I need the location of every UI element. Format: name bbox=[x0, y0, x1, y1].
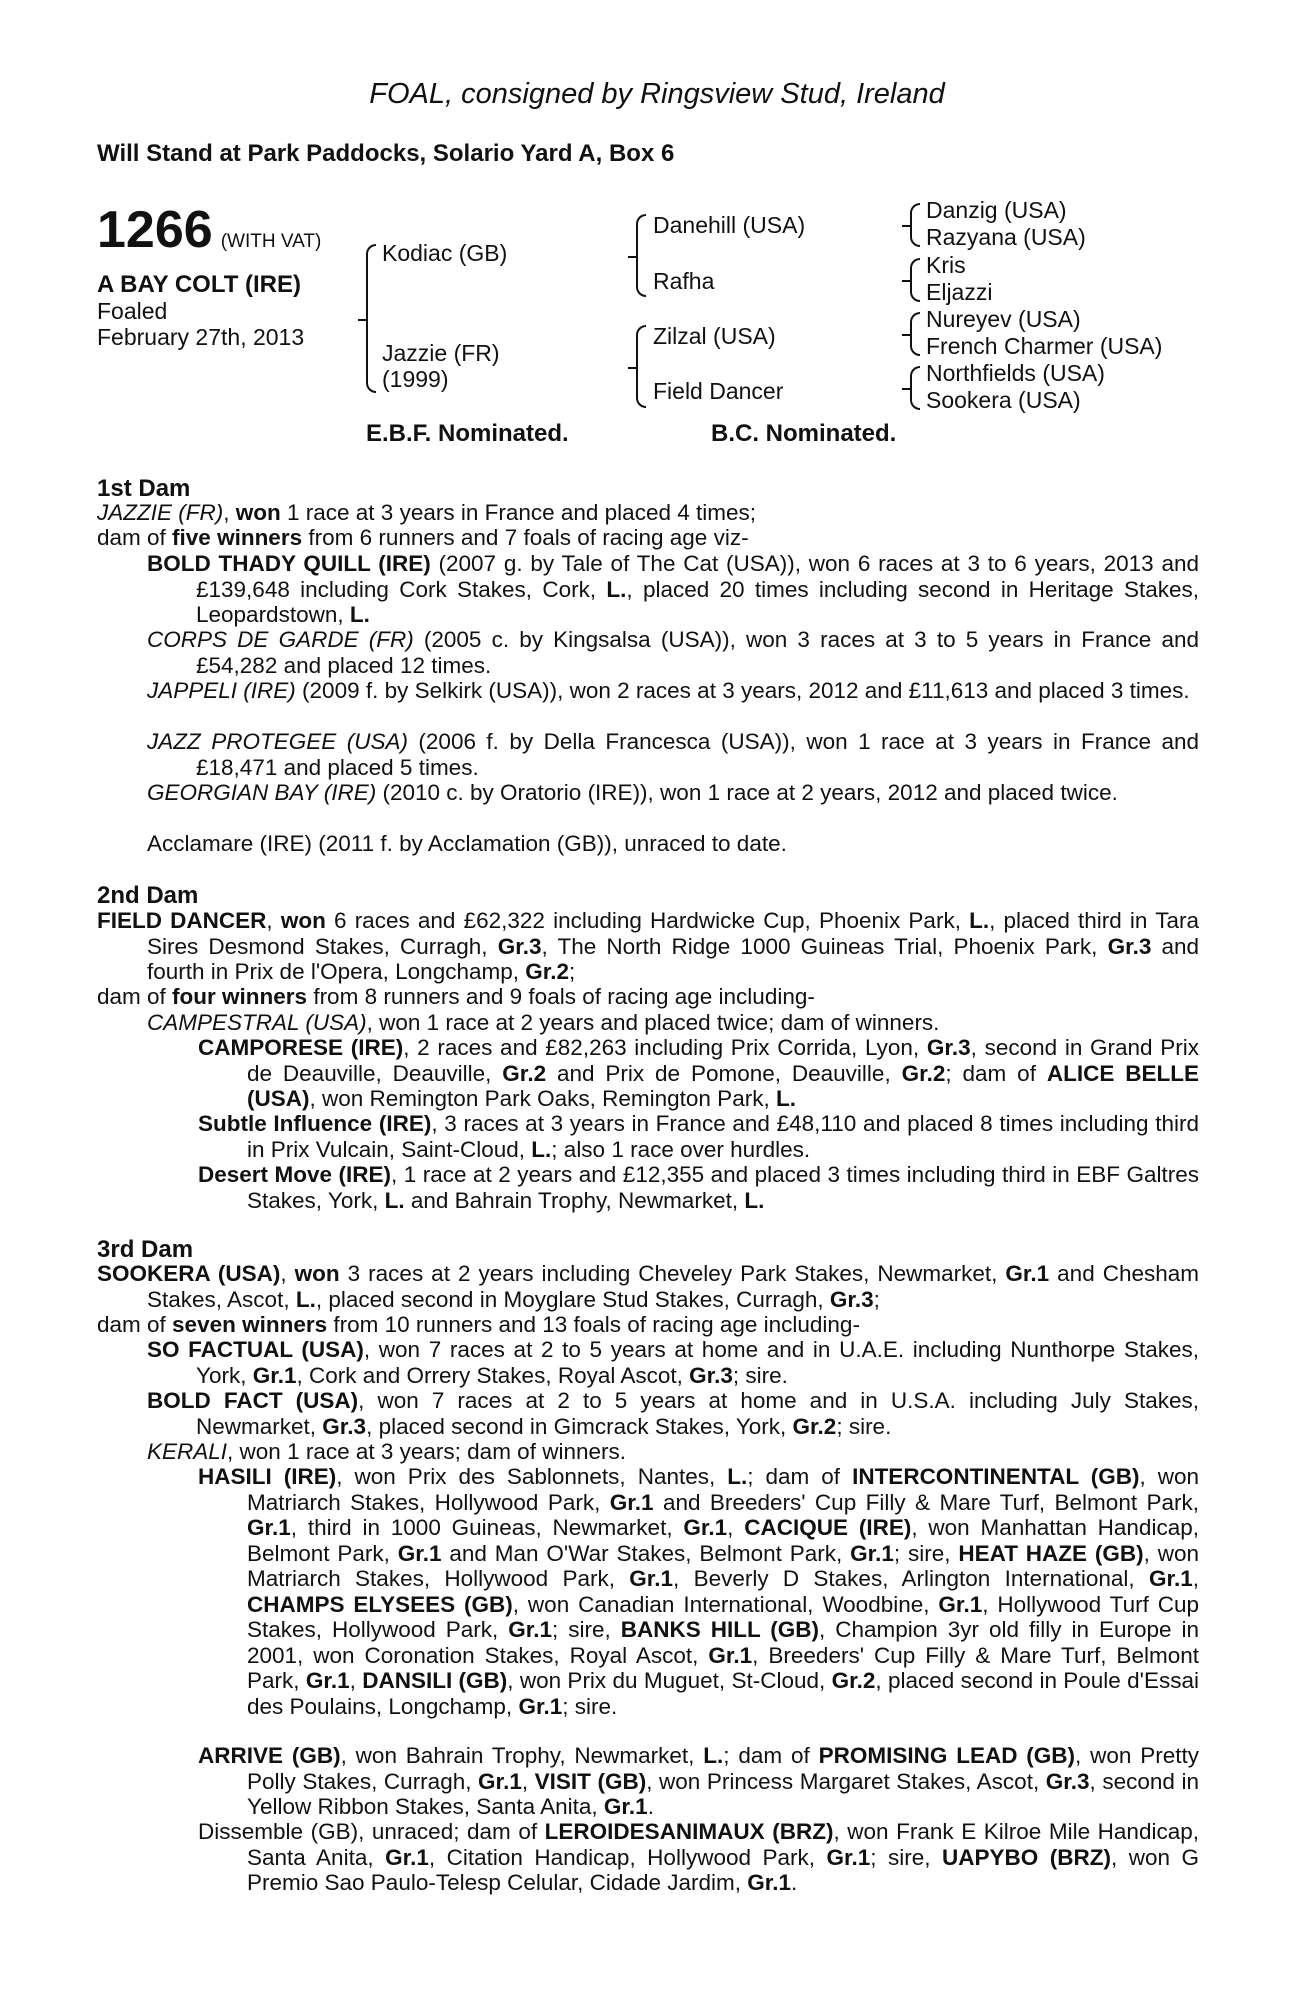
pedigree-g1: Danzig (USA) bbox=[926, 197, 1067, 223]
second-dam-grandfoal-1: CAMPORESE (IRE), 2 races and £82,263 including Prix Corrida, Lyon, Gr.3, second in Grand Prix de Deauville, Deauville, Gr.2 and Prix de Pomone, Deauville, Gr.2; dam of ALICE BELLE (USA), won Remington Park Oaks, Remington Park, L. bbox=[198, 1035, 1199, 1111]
pedigree-bracket-dam bbox=[636, 325, 646, 408]
stand-location: Will Stand at Park Paddocks, Solario Yard A, Box 6 bbox=[97, 140, 675, 167]
first-dam-foal-5: GEORGIAN BAY (IRE) (2010 c. by Oratorio (IRE)), won 1 race at 2 years, 2012 and placed twice. bbox=[147, 780, 1118, 805]
third-dam-intro: SOOKERA (USA), won 3 races at 2 years including Cheveley Park Stakes, Newmarket, Gr.1 and Chesham Stakes, Ascot, L., placed second in Moyglare Stud Stakes, Curragh, Gr.3; bbox=[97, 1261, 1199, 1312]
pedigree-sire-dam: Rafha bbox=[653, 268, 715, 294]
first-dam-foal-3: JAPPELI (IRE) (2009 f. by Selkirk (USA)), won 2 races at 3 years, 2012 and £11,613 and placed 3 times. bbox=[147, 678, 1190, 703]
foaled-date: February 27th, 2013 bbox=[97, 324, 305, 350]
first-dam-foal-6: Acclamare (IRE) (2011 f. by Acclamation (GB)), unraced to date. bbox=[147, 831, 787, 856]
pedigree-dam-dam: Field Dancer bbox=[653, 378, 784, 404]
third-dam-title: 3rd Dam bbox=[97, 1236, 194, 1263]
pedigree-bracket-g56 bbox=[910, 312, 920, 356]
pedigree-g2: Razyana (USA) bbox=[926, 224, 1086, 250]
lot-header bbox=[97, 200, 321, 260]
pedigree-dam: Jazzie (FR) bbox=[382, 340, 500, 366]
second-dam-grandfoal-3: Desert Move (IRE), 1 race at 2 years and £12,355 and placed 3 times including third in EBF Galtres Stakes, York, L. and Bahrain Trophy, Newmarket, L. bbox=[198, 1162, 1200, 1213]
second-dam-grandfoal-2: Subtle Influence (IRE), 3 races at 3 years in France and £48,110 and placed 8 times including third in Prix Vulcain, Saint-Cloud, L.; also 1 race over hurdles. bbox=[198, 1111, 1200, 1162]
vat-note: (WITH VAT) bbox=[220, 231, 322, 252]
second-dam-foal-1: CAMPESTRAL (USA), won 1 race at 2 years and placed twice; dam of winners. bbox=[147, 1010, 940, 1035]
first-dam-foal-1: BOLD THADY QUILL (IRE) (2007 g. by Tale of The Cat (USA)), won 6 races at 3 to 6 years, 2013 and £139,648 including Cork Stakes, Cork, L., placed 20 times including second in Heritage Stakes, Leopardstown, L. bbox=[147, 551, 1200, 627]
first-dam-title: 1st Dam bbox=[97, 475, 191, 502]
lot-name: A BAY COLT (IRE) bbox=[97, 271, 302, 298]
first-dam-intro: JAZZIE (FR), won 1 race at 3 years in France and placed 4 times; bbox=[97, 500, 756, 525]
pedigree-bracket-g78 bbox=[910, 366, 920, 410]
third-dam-grandfoal-2: ARRIVE (GB), won Bahrain Trophy, Newmarket, L.; dam of PROMISING LEAD (GB), won Pretty Polly Stakes, Curragh, Gr.1, VISIT (GB), won Princess Margaret Stakes, Ascot, Gr.3, second in Yellow Ribbon Stakes, Santa Anita, Gr.1. bbox=[198, 1743, 1200, 1819]
second-dam-intro: FIELD DANCER, won 6 races and £62,322 including Hardwicke Cup, Phoenix Park, L., placed third in Tara Sires Desmond Stakes, Curragh, Gr.3, The North Ridge 1000 Guineas Trial, Phoenix Park, Gr.3 and fourth in Prix de l'Opera, Longchamp, Gr.2; bbox=[97, 908, 1200, 984]
consignment-line: FOAL, consigned by Ringsview Stud, Ireland bbox=[369, 78, 945, 110]
pedigree-g7: Northfields (USA) bbox=[926, 360, 1105, 386]
pedigree-g3: Kris bbox=[926, 252, 966, 278]
lot-number: 1266 bbox=[97, 201, 213, 259]
bc-nominated: B.C. Nominated. bbox=[711, 420, 897, 447]
pedigree-g5: Nureyev (USA) bbox=[926, 306, 1081, 332]
second-dam-title: 2nd Dam bbox=[97, 882, 199, 909]
second-dam-produce: dam of four winners from 8 runners and 9 foals of racing age including- bbox=[97, 984, 815, 1009]
first-dam-foal-4: JAZZ PROTEGEE (USA) (2006 f. by Della Francesca (USA)), won 1 race at 3 years in France and £18,471 and placed 5 times. bbox=[147, 729, 1199, 780]
third-dam-foal-2: BOLD FACT (USA), won 7 races at 2 to 5 years at home and in U.S.A. including July Stakes, Newmarket, Gr.3, placed second in Gimcrack Stakes, York, Gr.2; sire. bbox=[147, 1388, 1199, 1439]
third-dam-foal-3: KERALI, won 1 race at 3 years; dam of winners. bbox=[147, 1439, 626, 1464]
pedigree-dam-sire: Zilzal (USA) bbox=[653, 323, 776, 349]
pedigree-bracket-sire bbox=[636, 214, 646, 297]
first-dam-foal-2: CORPS DE GARDE (FR) (2005 c. by Kingsalsa (USA)), won 3 races at 3 to 5 years in France and £54,282 and placed 12 times. bbox=[147, 627, 1199, 678]
third-dam-grandfoal-1: HASILI (IRE), won Prix des Sablonnets, Nantes, L.; dam of INTERCONTINENTAL (GB), won Matriarch Stakes, Hollywood Park, Gr.1 and Breeders' Cup Filly & Mare Turf, Belmont Park, Gr.1, third in 1000 Guineas, Newmarket, Gr.1, CACIQUE (IRE), won Manhattan Handicap, Belmont Park, Gr.1 and Man O'War Stakes, Belmont Park, Gr.1; sire, HEAT HAZE (GB), won Matriarch Stakes, Hollywood Park, Gr.1, Beverly D Stakes, Arlington International, Gr.1, CHAMPS ELYSEES (GB), won Canadian International, Woodbine, Gr.1, Hollywood Turf Cup Stakes, Hollywood Park, Gr.1; sire, BANKS HILL (GB), Champion 3yr old filly in Europe in 2001, won Coronation Stakes, Royal Ascot, Gr.1, Breeders' Cup Filly & Mare Turf, Belmont Park, Gr.1, DANSILI (GB), won Prix du Muguet, St-Cloud, Gr.2, placed second in Poule d'Essai des Poulains, Longchamp, Gr.1; sire. bbox=[198, 1464, 1200, 1719]
first-dam-produce: dam of five winners from 6 runners and 7 foals of racing age viz- bbox=[97, 525, 749, 550]
pedigree-sire-sire: Danehill (USA) bbox=[653, 212, 806, 238]
pedigree-bracket-g34 bbox=[910, 258, 920, 302]
pedigree-g4: Eljazzi bbox=[926, 279, 993, 305]
third-dam-foal-1: SO FACTUAL (USA), won 7 races at 2 to 5 years at home and in U.A.E. including Nunthorpe Stakes, York, Gr.1, Cork and Orrery Stakes, Royal Ascot, Gr.3; sire. bbox=[147, 1337, 1199, 1388]
third-dam-grandfoal-3: Dissemble (GB), unraced; dam of LEROIDESANIMAUX (BRZ), won Frank E Kilroe Mile Handicap, Santa Anita, Gr.1, Citation Handicap, Hollywood Park, Gr.1; sire, UAPYBO (BRZ), won G Premio Sao Paulo-Telesp Celular, Cidade Jardim, Gr.1. bbox=[198, 1819, 1199, 1895]
third-dam-produce: dam of seven winners from 10 runners and 13 foals of racing age including- bbox=[97, 1312, 860, 1337]
pedigree-bracket-main bbox=[366, 244, 376, 393]
foaled-label: Foaled bbox=[97, 298, 168, 324]
pedigree-sire: Kodiac (GB) bbox=[382, 240, 508, 266]
pedigree-dam-year: (1999) bbox=[382, 366, 449, 392]
ebf-nominated: E.B.F. Nominated. bbox=[366, 420, 569, 447]
pedigree-g6: French Charmer (USA) bbox=[926, 333, 1163, 359]
pedigree-g8: Sookera (USA) bbox=[926, 387, 1081, 413]
pedigree-bracket-g12 bbox=[910, 203, 920, 247]
